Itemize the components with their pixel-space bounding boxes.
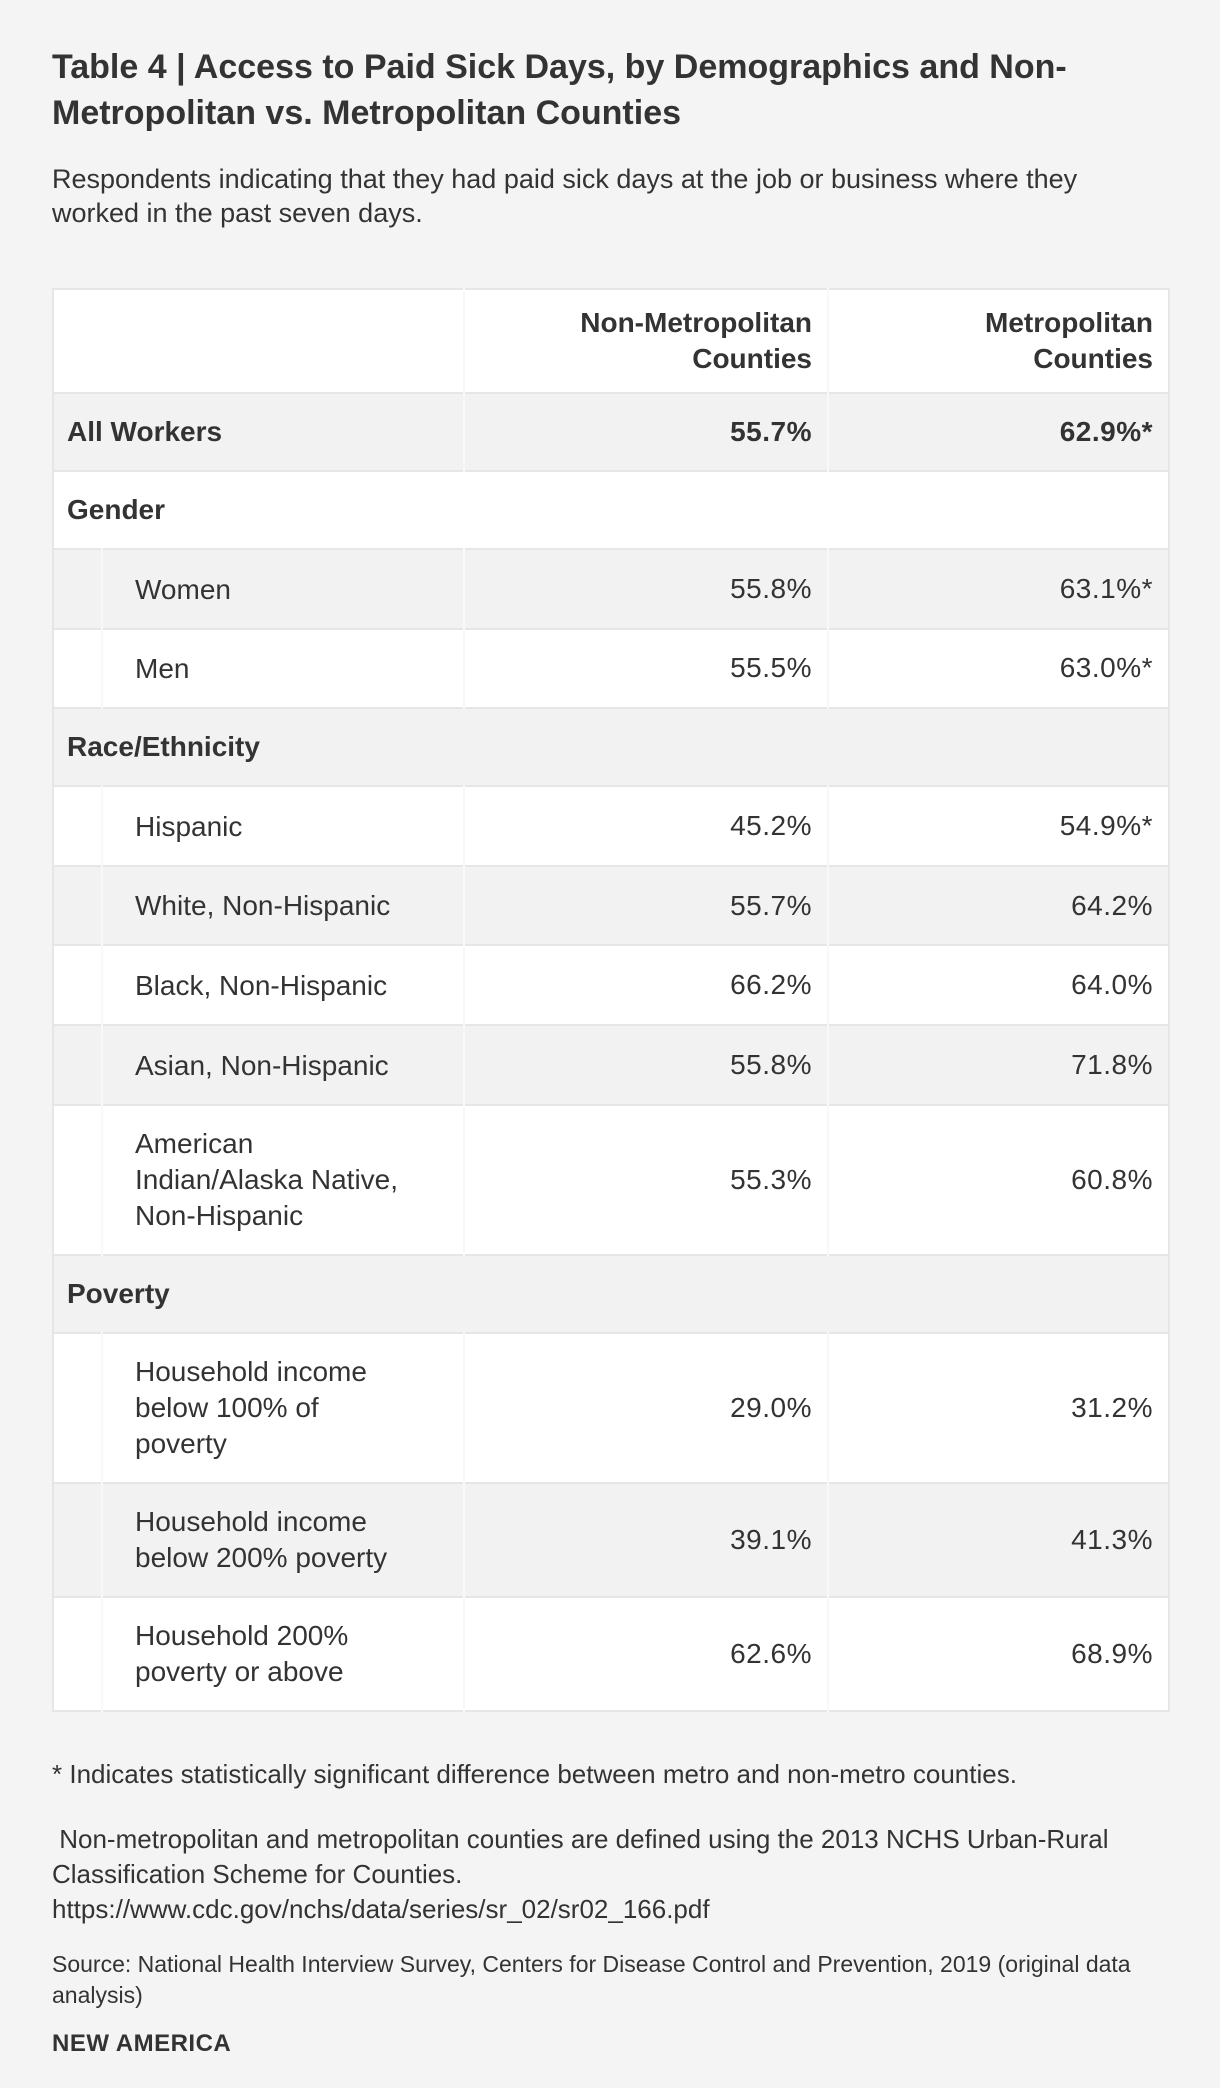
indent-cell [53,1597,102,1711]
row-label: All Workers [67,416,223,447]
value-non-metro: 66.2% [464,945,828,1025]
new-america-wordmark: NEW AMERICA [52,2029,232,2057]
value-non-metro: 55.8% [464,1025,828,1105]
value-non-metro: 29.0% [464,1333,828,1483]
table-row-women [53,549,1169,629]
value-non-metro: 55.8% [464,549,828,629]
row-label: Household income below 100% of poverty [102,1333,464,1483]
significance-footnote: * Indicates statistically significant difference between metro and non-metro counties. [52,1758,1017,1789]
value-non-metro: 39.1% [464,1483,828,1597]
definition-note-text: Non-metropolitan and metropolitan counties are defined using the 2013 NCHS Urban-Rural Classification Scheme for Counties. [52,1823,1116,1889]
column-header-non-metropolitan [464,289,828,393]
definition-note [52,1822,1168,1927]
section-row-race-ethnicity [53,708,1169,786]
indent-cell [53,786,102,866]
value-non-metro: 55.5% [464,629,828,709]
value-metro: 63.1%* [828,549,1169,629]
row-label: American Indian/Alaska Native, Non-Hispanic [102,1105,464,1255]
header-label-spacer [102,289,464,393]
row-label: Hispanic [102,786,464,866]
section-label: Gender [67,494,166,525]
table-row-american-indian-alaska-native [53,1105,1169,1255]
indent-cell [53,1483,102,1597]
value-metro: 63.0%* [828,629,1169,709]
definition-note-url: https://www.cdc.gov/nchs/data/series/sr_02/sr02_166.pdf [52,1893,710,1924]
table-row-white-non-hispanic [53,866,1169,946]
indent-cell [53,629,102,709]
indent-cell [53,1105,102,1255]
table-row-asian-non-hispanic [53,1025,1169,1105]
value-metro: 31.2% [828,1333,1169,1483]
value-metro: 62.9%* [828,393,1169,471]
indent-cell [53,1333,102,1483]
section-row-poverty [53,1255,1169,1333]
column-header-metropolitan-label: Metropolitan Counties [985,307,1153,374]
row-label: Women [102,549,464,629]
value-non-metro: 55.3% [464,1105,828,1255]
value-metro: 64.2% [828,866,1169,946]
header-spacer [53,289,102,393]
value-metro: 60.8% [828,1105,1169,1255]
row-label: Household 200% poverty or above [102,1597,464,1711]
column-header-non-metropolitan-label: Non-Metropolitan Counties [580,307,812,374]
indent-cell [53,549,102,629]
table-row-black-non-hispanic [53,945,1169,1025]
page-subtitle: Respondents indicating that they had paid sick days at the job or business where they worked in the past seven days. [52,164,1078,228]
value-metro: 68.9% [828,1597,1169,1711]
value-non-metro: 55.7% [464,393,828,471]
page-title: Table 4 | Access to Paid Sick Days, by Demographics and Non-Metropolitan vs. Metropolitan Counties [52,48,1067,132]
table-row-hispanic [53,786,1169,866]
indent-cell [53,1025,102,1105]
row-label: White, Non-Hispanic [102,866,464,946]
value-metro: 64.0% [828,945,1169,1025]
table-row-men [53,629,1169,709]
table-row-income-below-200-poverty [53,1483,1169,1597]
table-header-row [53,289,1169,393]
paid-sick-days-table [52,288,1170,1712]
table-row-all-workers [53,393,1169,471]
value-non-metro: 55.7% [464,866,828,946]
section-row-gender [53,471,1169,549]
indent-cell [53,945,102,1025]
row-label: Asian, Non-Hispanic [102,1025,464,1105]
section-label: Poverty [67,1277,170,1309]
value-metro: 71.8% [828,1025,1169,1105]
value-metro: 54.9%* [828,786,1169,866]
source-note: Source: National Health Interview Survey, Centers for Disease Control and Prevention, 2019 (original data analysis) [52,1950,1131,2008]
indent-cell [53,866,102,946]
row-label: Men [102,629,464,709]
section-label: Race/Ethnicity [67,731,260,763]
row-label: Household income below 200% poverty [102,1483,464,1597]
value-non-metro: 45.2% [464,786,828,866]
value-non-metro: 62.6% [464,1597,828,1711]
column-header-metropolitan [828,289,1169,393]
table-row-income-below-100-poverty [53,1333,1169,1483]
row-label: Black, Non-Hispanic [102,945,464,1025]
value-metro: 41.3% [828,1483,1169,1597]
table-row-income-200-poverty-or-above [53,1597,1169,1711]
